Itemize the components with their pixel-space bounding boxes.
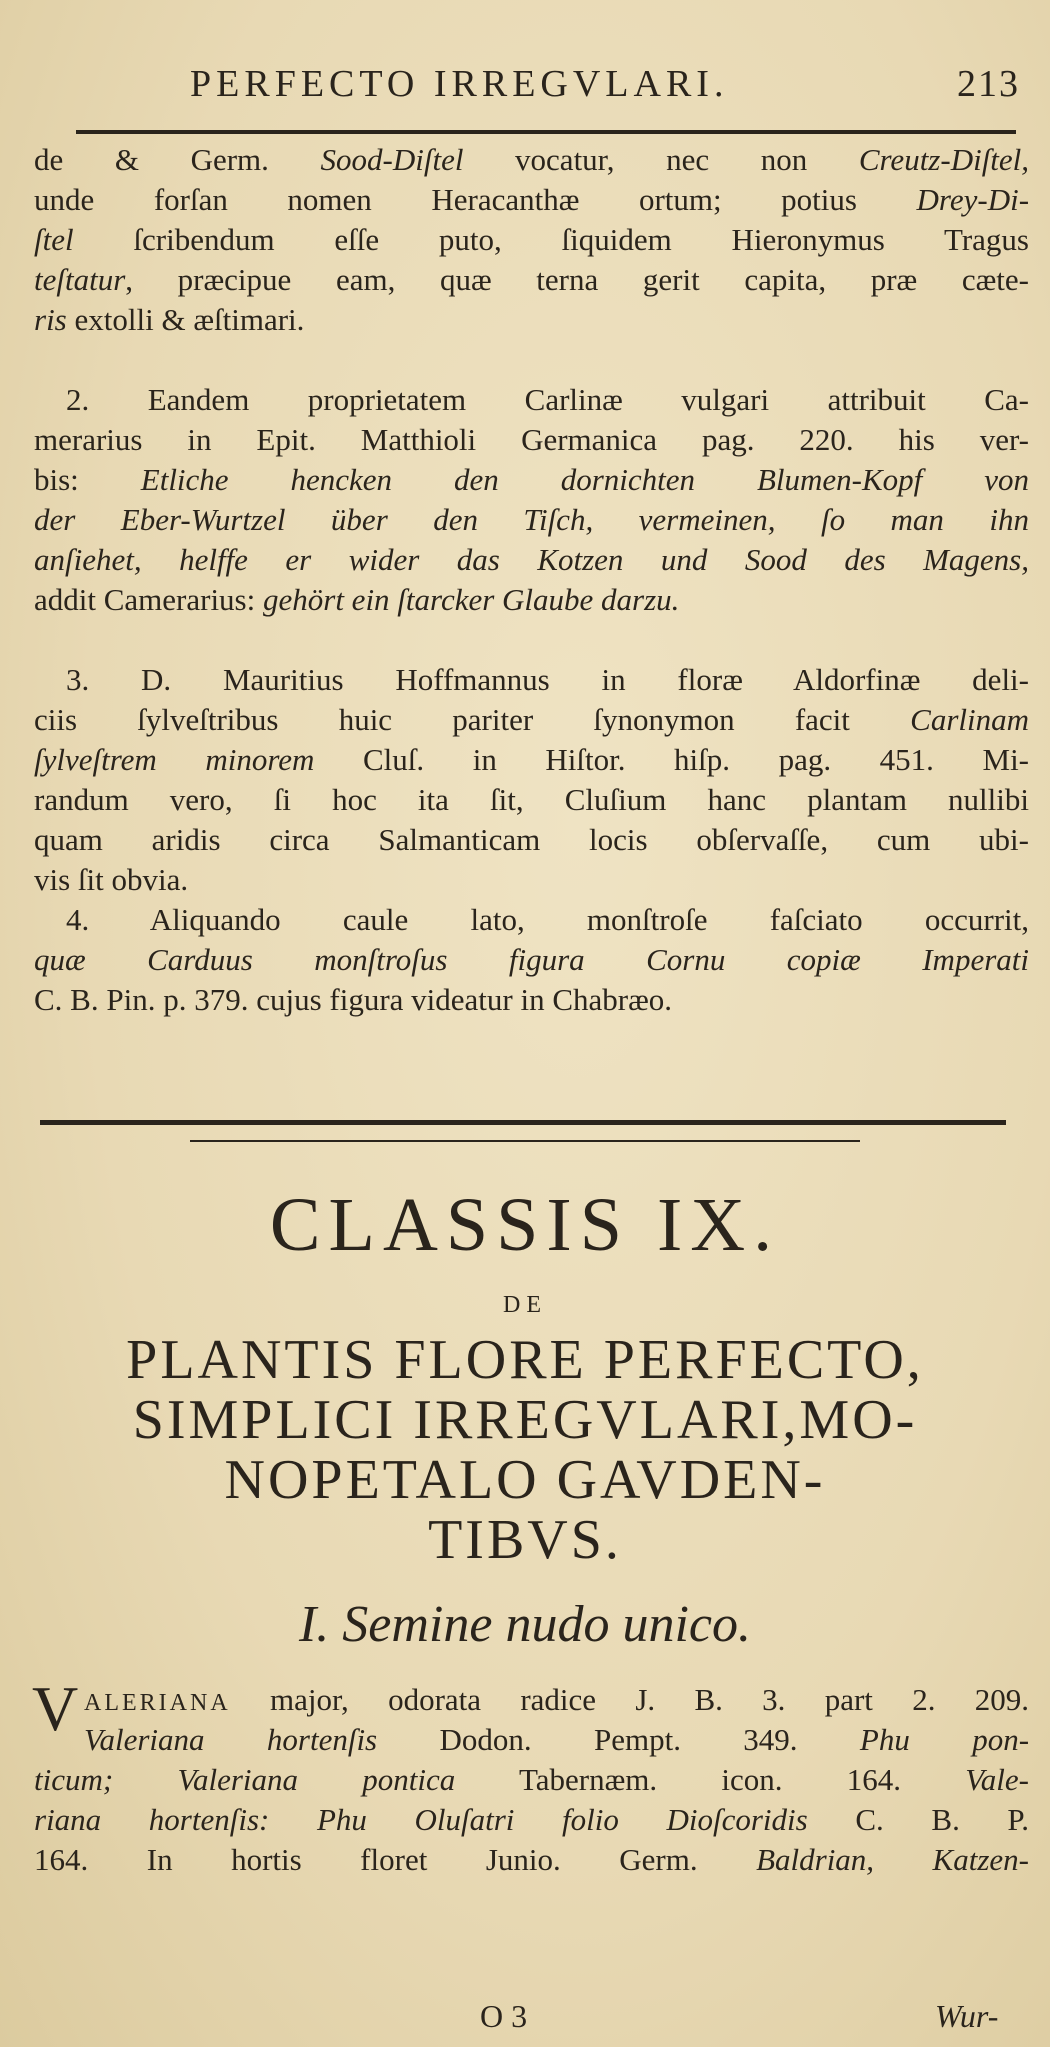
class-subtitle-line: NOPETALO GAVDEN- xyxy=(224,1449,826,1511)
text-run: unde forſan nomen Heracanthæ ortum; potius xyxy=(34,182,857,217)
text-run: ciis ſylveſtribus huic pariter ſynonymon facit xyxy=(34,702,850,737)
text-run: Carlinam xyxy=(910,702,1029,737)
text-run: C. B. P. xyxy=(855,1802,1029,1837)
text-line xyxy=(34,1800,1029,1840)
continuation-paragraph xyxy=(34,140,1029,340)
paragraph-3 xyxy=(34,660,1029,900)
text-run: Cluſ. in Hiſtor. hiſp. pag. 451. Mi- xyxy=(363,742,1029,777)
section-divider-thin xyxy=(190,1140,860,1142)
header-rule xyxy=(76,130,1016,134)
class-preposition: DE xyxy=(503,1292,547,1318)
text-run: extolli & æſtimari. xyxy=(74,302,305,337)
text-run: ſcribendum eſſe puto, ſiquidem Hieronymus Tragus xyxy=(133,222,1029,257)
text-line: quæ Carduus monſtroſus figura Cornu copiæ Imperati xyxy=(34,942,1029,977)
text-line: merarius in Epit. Matthioli Germanica pag. 220. his ver- xyxy=(34,422,1029,457)
text-line xyxy=(34,300,1029,340)
text-line: der Eber-Wurtzel über den Tiſch, vermeinen, ſo man ihn xyxy=(34,502,1029,537)
text-line xyxy=(34,1760,1029,1800)
section-divider-thick xyxy=(40,1120,1006,1125)
text-run: Vale- xyxy=(965,1762,1029,1797)
text-run: de & Germ. xyxy=(34,142,269,177)
text-run: Creutz-Diſtel, xyxy=(858,142,1030,177)
text-line: quam aridis circa Salmanticam locis obſervaſſe, cum ubi- xyxy=(34,822,1029,857)
text-line: vis ſit obvia. xyxy=(34,862,189,897)
text-line: randum vero, ſi hoc ita ſit, Cluſium hanc plantam nullibi xyxy=(34,782,1029,817)
text-run: riana hortenſis: Phu Oluſatri folio Dioſcoridis xyxy=(34,1802,808,1837)
text-line xyxy=(34,700,1029,740)
paragraph-4 xyxy=(34,900,1029,1020)
text-run: addit Camerarius: xyxy=(34,582,256,617)
text-line: C. B. Pin. p. 379. cujus figura videatur in Chabræo. xyxy=(34,982,673,1017)
text-run: Tabernæm. icon. 164. xyxy=(518,1762,902,1797)
class-subtitle-line: SIMPLICI IRREGVLARI,MO- xyxy=(132,1389,918,1451)
text-run: bis: xyxy=(34,462,79,497)
text-run: Baldrian, Katzen- xyxy=(756,1842,1029,1877)
valeriana-entry xyxy=(34,1680,1029,1880)
text-line xyxy=(34,580,1029,620)
text-line: 2. Eandem proprietatem Carlinæ vulgari attribuit Ca- xyxy=(66,382,1029,417)
text-line xyxy=(34,260,1029,300)
text-run: Sood-Diſtel xyxy=(320,142,464,177)
text-run: Phu pon- xyxy=(859,1722,1030,1757)
text-line: 3. D. Mauritius Hoffmannus in floræ Aldorfinæ deli- xyxy=(66,662,1029,697)
text-line xyxy=(34,460,1029,500)
text-run: Drey-Di- xyxy=(916,182,1030,217)
text-run: gehört ein ſtarcker Glaube darzu. xyxy=(263,582,680,617)
text-line xyxy=(34,180,1029,220)
text-line: anſiehet, helffe er wider das Kotzen und Sood des Magens, xyxy=(34,542,1029,577)
catchword: Wur- xyxy=(935,1998,999,2034)
text-run: ſylveſtrem minorem xyxy=(34,742,315,777)
text-run: ſtel xyxy=(34,222,74,257)
text-run: vocatur, nec non xyxy=(515,142,808,177)
class-subtitle-line: TIBVS. xyxy=(428,1509,622,1571)
text-run: Valeriana hortenſis xyxy=(84,1722,378,1757)
text-line xyxy=(34,740,1029,780)
text-run: ALERIANA xyxy=(84,1690,231,1716)
text-line: 4. Aliquando caule lato, monſtroſe faſciato occurrit, xyxy=(66,902,1029,937)
page-header xyxy=(190,62,1020,112)
page-number: 213 xyxy=(957,63,1020,105)
text-line xyxy=(34,1680,1029,1720)
signature-mark: O 3 xyxy=(480,1998,528,2034)
text-run: Dodon. Pempt. 349. xyxy=(439,1722,798,1757)
text-line xyxy=(34,1720,1029,1760)
text-line xyxy=(34,140,1029,180)
class-subtitle xyxy=(20,1330,1030,1570)
running-head: PERFECTO IRREGVLARI. xyxy=(190,63,729,105)
text-line xyxy=(34,1840,1029,1880)
drop-cap: V xyxy=(32,1673,79,1744)
paragraph-2 xyxy=(34,380,1029,620)
text-run: Etliche hencken den dornichten Blumen-Kopf von xyxy=(140,462,1030,497)
class-subtitle-line: PLANTIS FLORE PERFECTO, xyxy=(126,1329,924,1391)
text-run: ticum; Valeriana pontica xyxy=(34,1762,456,1797)
text-run: 164. In hortis floret Junio. Germ. xyxy=(34,1842,698,1877)
text-run: major, odorata radice J. B. 3. part 2. 209. xyxy=(269,1682,1029,1717)
class-title: CLASSIS IX. xyxy=(269,1183,781,1267)
text-run: , præcipue eam, quæ terna gerit capita, præ cæte- xyxy=(125,262,1029,297)
text-run: teſtatur xyxy=(34,262,126,297)
text-run: ris xyxy=(34,302,67,337)
section-heading: I. Semine nudo unico. xyxy=(298,1596,751,1653)
text-line xyxy=(34,220,1029,260)
